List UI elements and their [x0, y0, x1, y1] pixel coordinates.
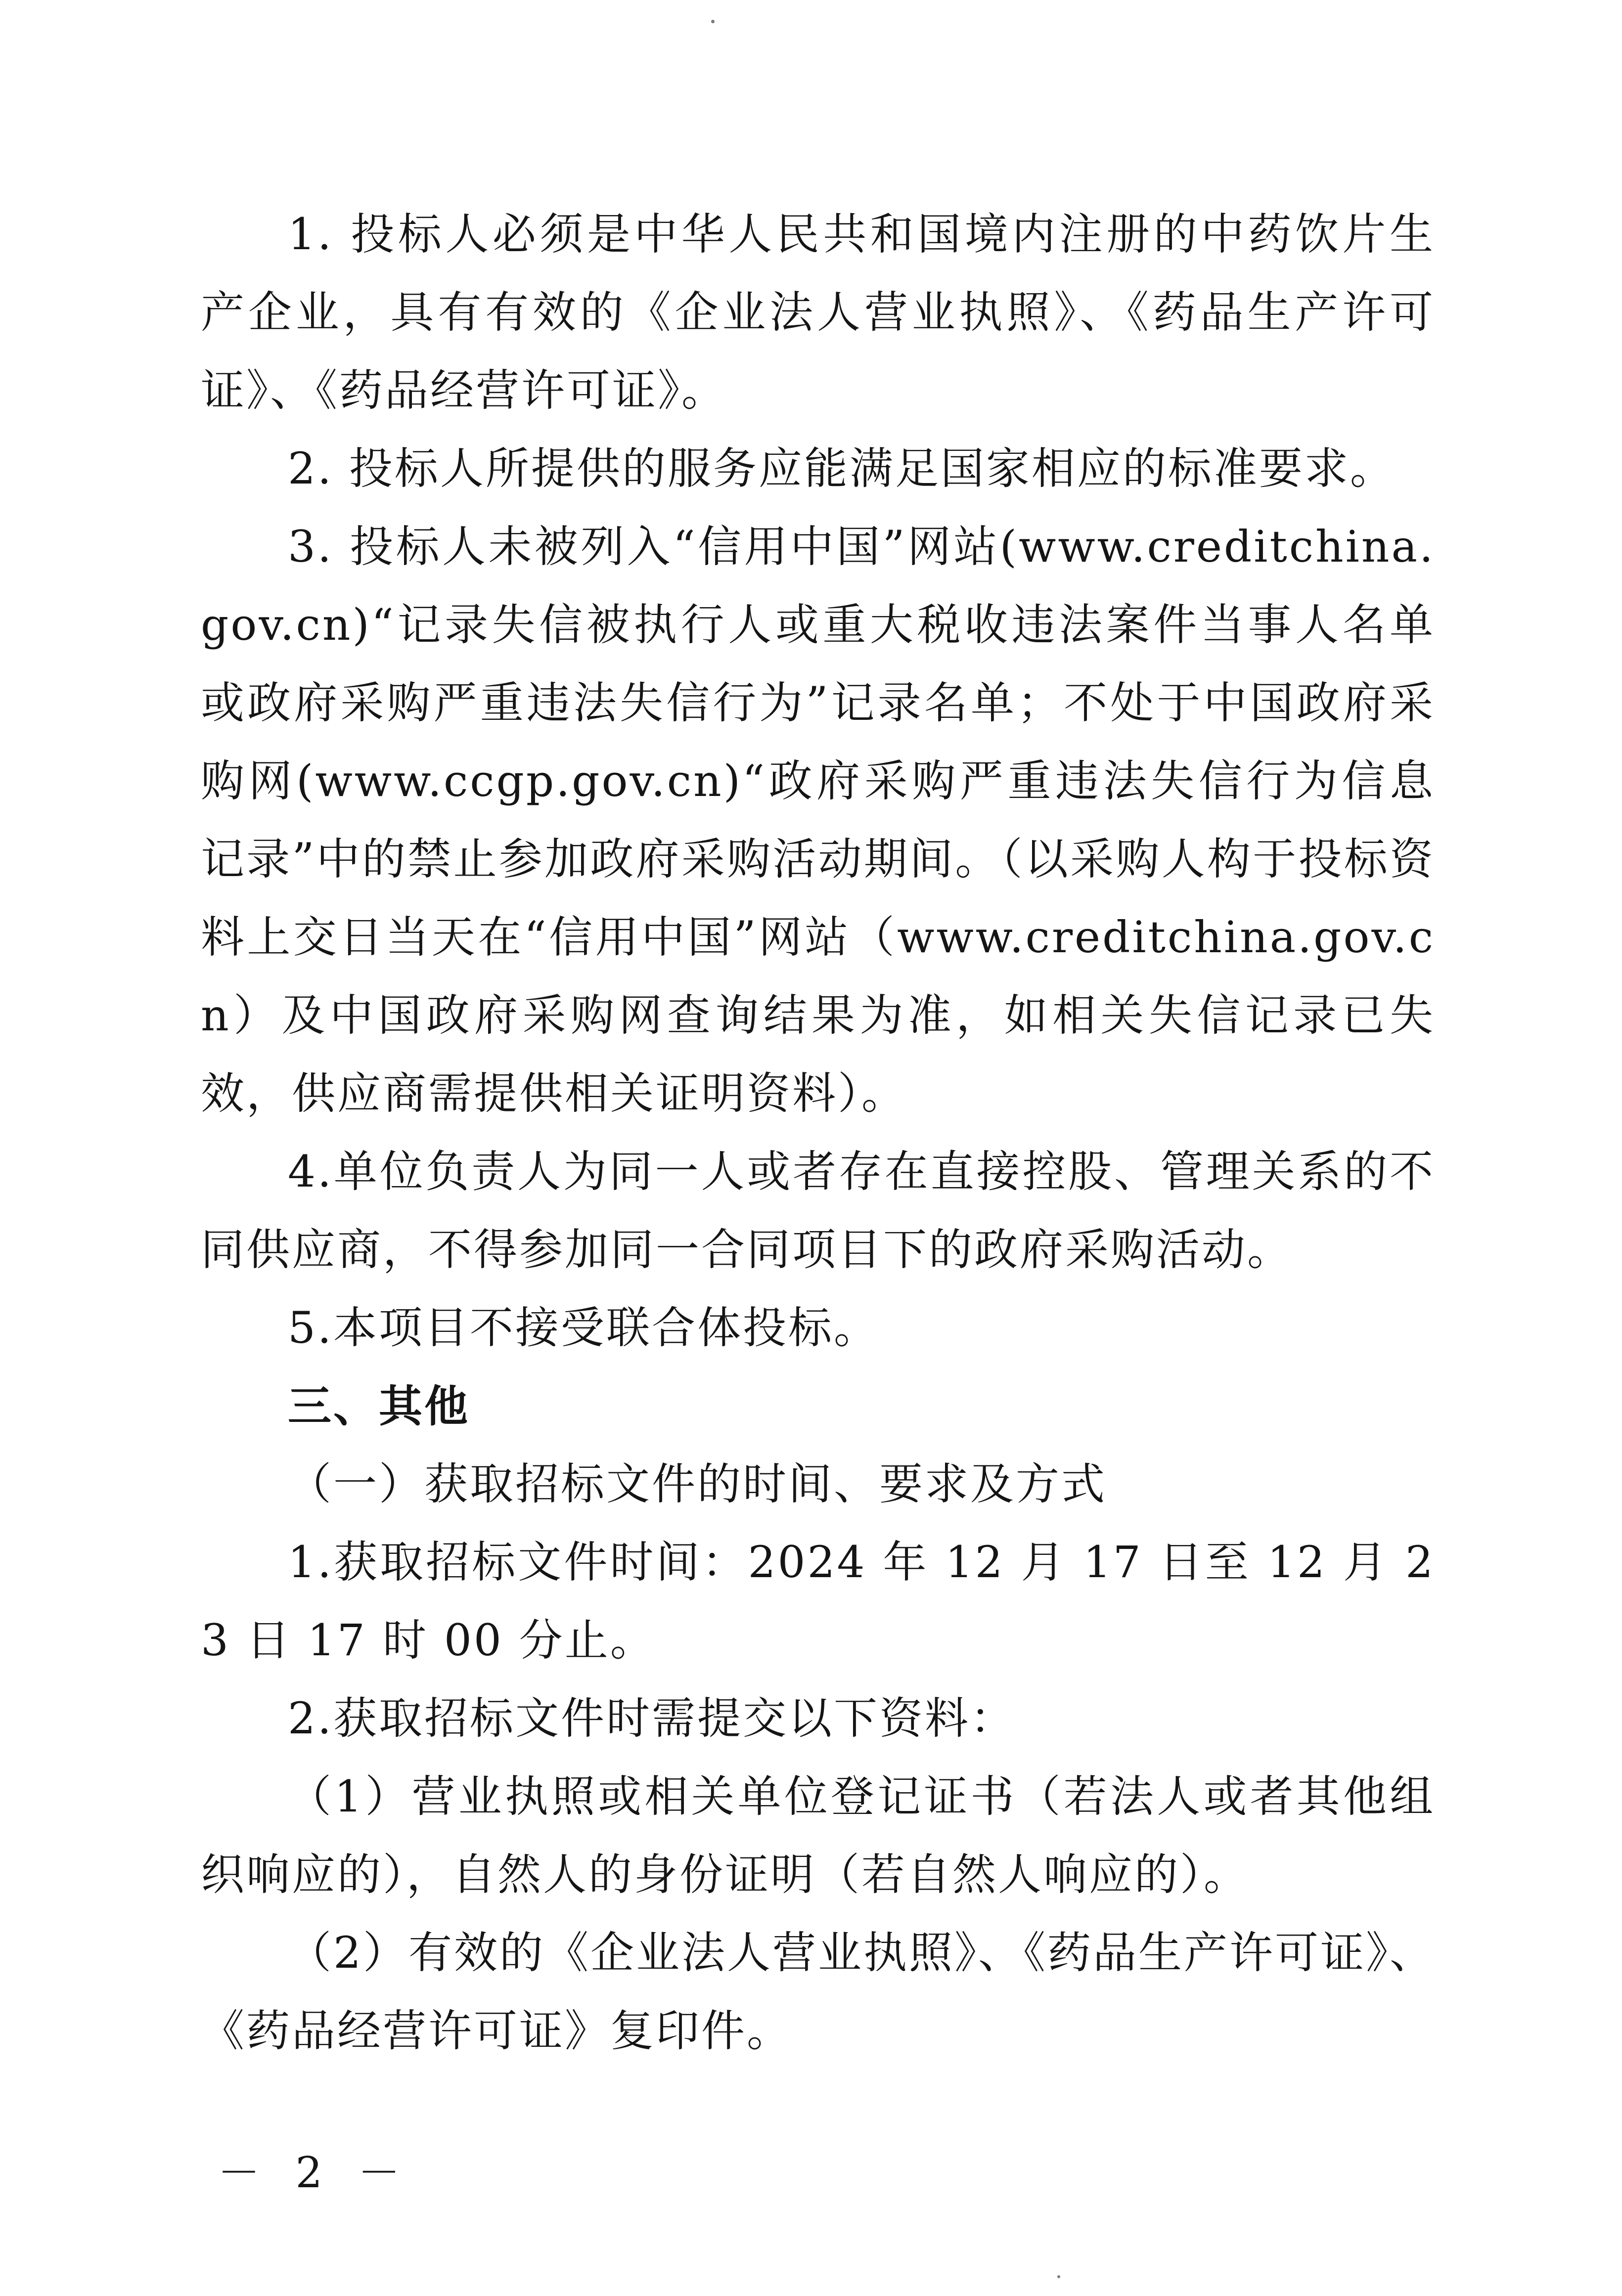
requirement-5: 5.本项目不接受联合体投标。	[288, 1302, 879, 1353]
acquisition-time: 1.获取招标文件时间：2024 年 12 月 17 日至 12 月 23 日 17 时 00 分止。	[201, 1537, 1435, 1666]
requirement-2: 2. 投标人所提供的服务应能满足国家相应的标准要求。	[288, 443, 1396, 494]
document-body	[201, 195, 1435, 2070]
required-material-1: （1）营业执照或相关单位登记证书（若法人或者其他组织响应的），自然人的身份证明（若自然人响应的）。	[201, 1771, 1435, 1900]
scan-speck	[1057, 2275, 1060, 2278]
subsection-heading: （一）获取招标文件的时间、要求及方式	[288, 1458, 1107, 1509]
required-materials-intro: 2.获取招标文件时需提交以下资料：	[288, 1693, 1016, 1744]
page-number: － 2 －	[218, 2148, 411, 2198]
required-material-2: （2）有效的《企业法人营业执照》、《药品生产许可证》、《药品经营许可证》复印件。	[201, 1927, 1435, 2056]
requirement-4: 4.单位负责人为同一人或者存在直接控股、管理关系的不同供应商，不得参加同一合同项目下的政府采购活动。	[201, 1146, 1435, 1275]
requirement-3: 3. 投标人未被列入“信用中国”网站(www.creditchina.gov.cn)“记录失信被执行人或重大税收违法案件当事人名单或政府采购严重违法失信行为”记录名单；不处于中国政府采购网(www.ccgp.gov.cn)“政府采购严重违法失信行为信息记录”中的禁止参加政府采购活动期间。（以采购人构于投标资料上交日当天在“信用中国”网站（www.creditchina.gov.cn）及中国政府采购网查询结果为准，如相关失信记录已失效，供应商需提供相关证明资料）。	[201, 521, 1435, 1119]
section-heading-other: 三、其他	[288, 1380, 470, 1432]
scan-speck	[711, 20, 715, 23]
requirement-1: 1. 投标人必须是中华人民共和国境内注册的中药饮片生产企业，具有有效的《企业法人营业执照》、《药品生产许可证》、《药品经营许可证》。	[201, 209, 1435, 416]
